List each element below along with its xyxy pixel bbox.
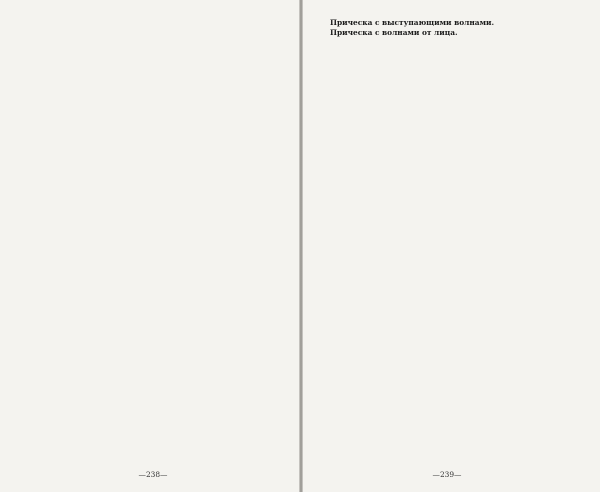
right-page <box>318 18 576 458</box>
left-page <box>24 18 282 458</box>
book-gutter <box>299 0 303 492</box>
section-heading-protruding-waves: Прическа с выступающими волнами. <box>330 18 495 27</box>
right-paragraph-3 <box>318 18 576 28</box>
right-page-number: —239— <box>432 470 462 479</box>
section-heading-waves-from-face: Прическа с волнами от лица. <box>330 28 458 38</box>
left-page-number: —238— <box>138 470 168 479</box>
right-paragraph-4 <box>318 28 576 38</box>
